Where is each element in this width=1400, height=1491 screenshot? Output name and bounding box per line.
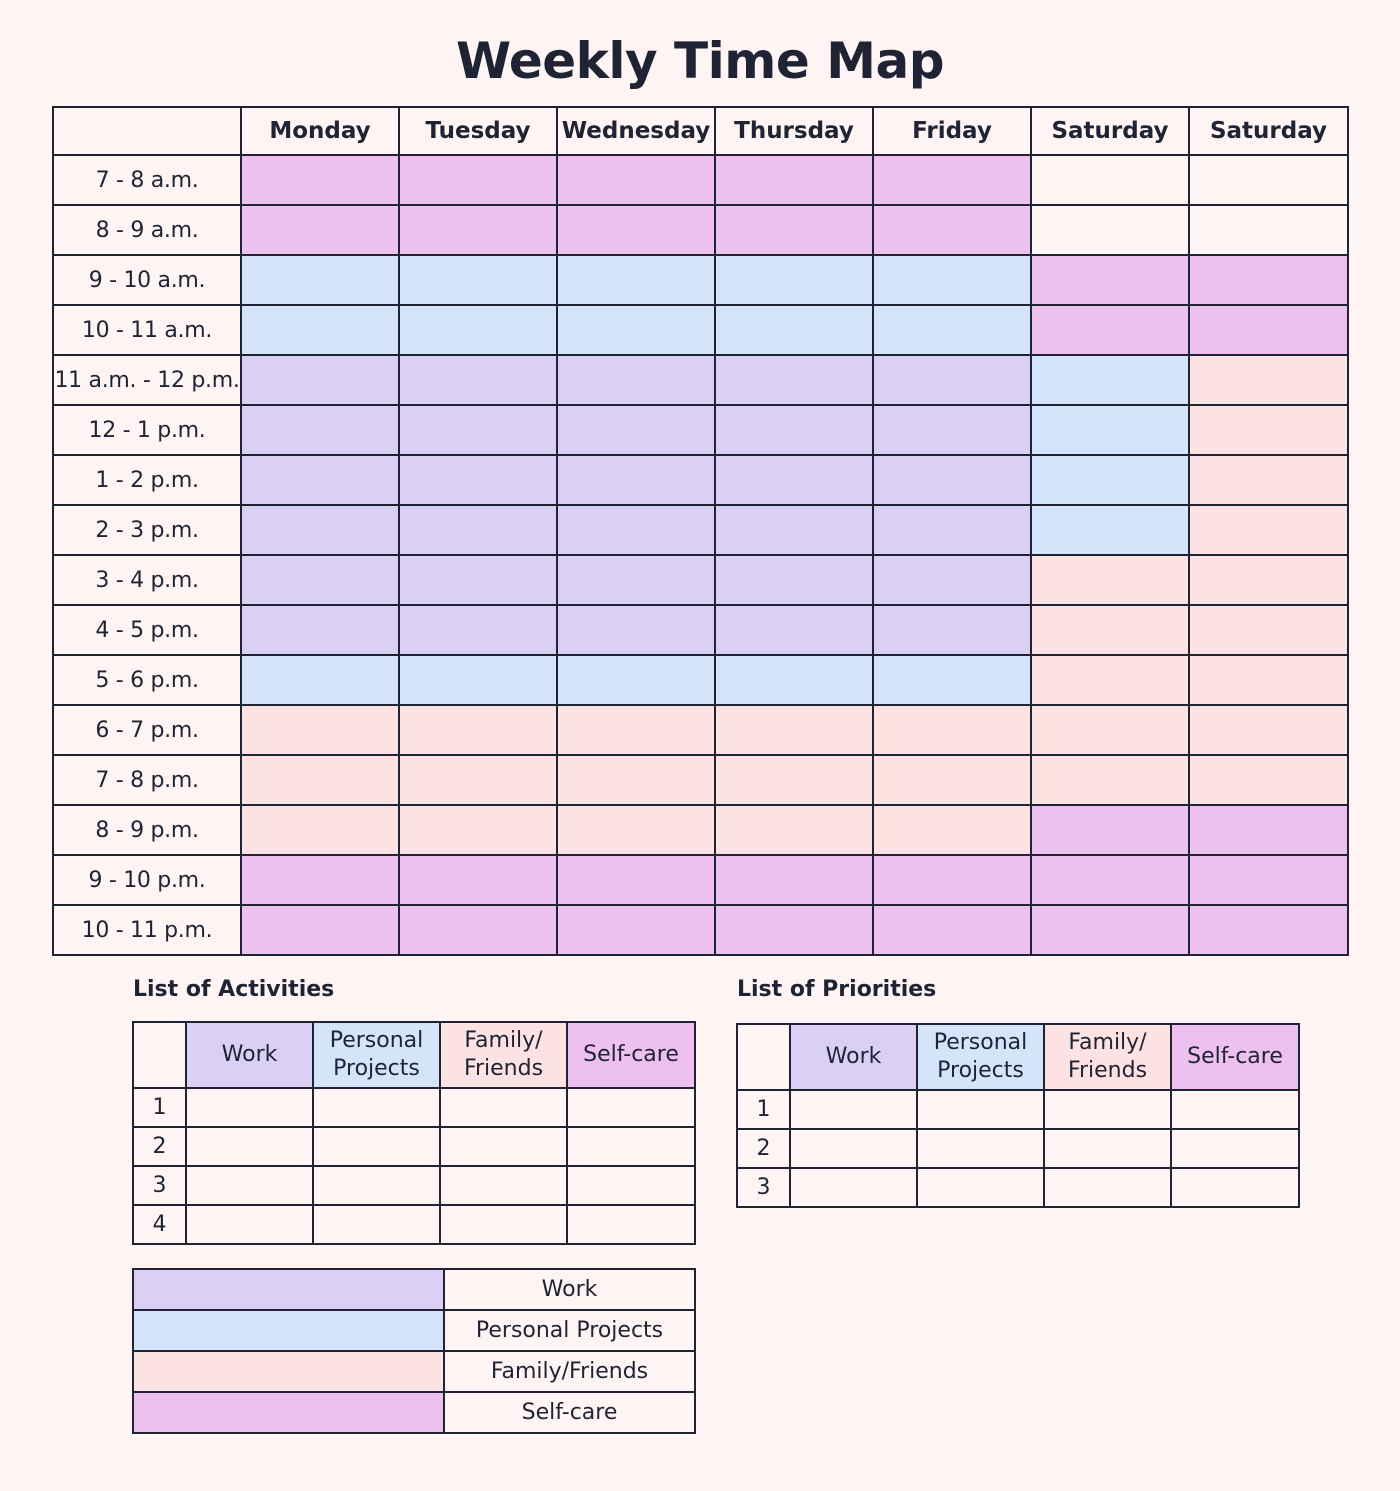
time-label: 3 - 4 p.m. [53, 555, 241, 605]
schedule-cell[interactable] [1031, 255, 1189, 305]
time-slot-row [53, 705, 1348, 755]
list-row [133, 1127, 695, 1166]
priorities-table [736, 1023, 1300, 1208]
schedule-cell[interactable] [241, 305, 399, 355]
legend-row [133, 1310, 695, 1351]
time-slot-row [53, 355, 1348, 405]
category-header-family [440, 1022, 567, 1088]
schedule-cell[interactable] [557, 155, 715, 205]
schedule-cell[interactable] [715, 655, 873, 705]
time-label: 12 - 1 p.m. [53, 405, 241, 455]
legend-swatch-family [133, 1351, 444, 1392]
schedule-cell[interactable] [873, 605, 1031, 655]
schedule-cell[interactable] [1189, 805, 1348, 855]
time-slot-row [53, 255, 1348, 305]
time-label: 6 - 7 p.m. [53, 705, 241, 755]
schedule-cell[interactable] [1031, 755, 1189, 805]
legend-row [133, 1392, 695, 1433]
category-header-personal [917, 1024, 1044, 1090]
schedule-cell[interactable] [557, 905, 715, 955]
category-header-selfcare [1171, 1024, 1299, 1090]
schedule-cell[interactable] [399, 905, 557, 955]
schedule-cell[interactable] [1189, 755, 1348, 805]
row-number: 4 [133, 1205, 186, 1244]
schedule-cell[interactable] [715, 605, 873, 655]
entry-cell[interactable] [790, 1168, 917, 1207]
time-label: 10 - 11 p.m. [53, 905, 241, 955]
schedule-cell[interactable] [399, 155, 557, 205]
schedule-cell[interactable] [873, 155, 1031, 205]
row-number: 3 [737, 1168, 790, 1207]
entry-cell[interactable] [1171, 1129, 1299, 1168]
time-slot-row [53, 755, 1348, 805]
entry-cell[interactable] [186, 1166, 313, 1205]
schedule-cell[interactable] [715, 905, 873, 955]
time-label: 1 - 2 p.m. [53, 455, 241, 505]
schedule-cell[interactable] [715, 455, 873, 505]
schedule-cell[interactable] [399, 505, 557, 555]
schedule-cell[interactable] [557, 255, 715, 305]
schedule-cell[interactable] [399, 205, 557, 255]
schedule-cell[interactable] [873, 505, 1031, 555]
time-slot-row [53, 605, 1348, 655]
activities-table [132, 1021, 696, 1245]
list-row [133, 1166, 695, 1205]
page-title: Weekly Time Map [455, 32, 945, 90]
row-number: 3 [133, 1166, 186, 1205]
schedule-cell[interactable] [241, 805, 399, 855]
schedule-cell[interactable] [715, 305, 873, 355]
schedule-cell[interactable] [241, 255, 399, 305]
category-header-line: Work [825, 1044, 882, 1069]
schedule-cell[interactable] [715, 705, 873, 755]
row-number: 2 [737, 1129, 790, 1168]
schedule-cell[interactable] [557, 305, 715, 355]
time-label: 9 - 10 p.m. [53, 855, 241, 905]
row-number: 2 [133, 1127, 186, 1166]
category-header-work [790, 1024, 917, 1090]
legend-label: Family/Friends [444, 1351, 695, 1392]
entry-cell[interactable] [440, 1205, 567, 1244]
row-number: 1 [133, 1088, 186, 1127]
schedule-cell[interactable] [399, 305, 557, 355]
schedule-cell[interactable] [1189, 705, 1348, 755]
schedule-cell[interactable] [1031, 905, 1189, 955]
time-label: 7 - 8 a.m. [53, 155, 241, 205]
schedule-cell[interactable] [399, 755, 557, 805]
category-header-selfcare [567, 1022, 695, 1088]
schedule-cell[interactable] [241, 705, 399, 755]
category-header-row [133, 1022, 695, 1088]
schedule-cell[interactable] [557, 755, 715, 805]
category-header-line: Family/ [1068, 1030, 1147, 1055]
entry-cell[interactable] [313, 1127, 440, 1166]
time-slot-row [53, 855, 1348, 905]
schedule-cell[interactable] [557, 205, 715, 255]
day-header: Wednesday [557, 107, 715, 155]
schedule-cell[interactable] [873, 655, 1031, 705]
schedule-cell[interactable] [1189, 155, 1348, 205]
schedule-cell[interactable] [1031, 155, 1189, 205]
entry-cell[interactable] [186, 1127, 313, 1166]
entry-cell[interactable] [440, 1088, 567, 1127]
schedule-cell[interactable] [241, 605, 399, 655]
schedule-cell[interactable] [557, 655, 715, 705]
time-slot-row [53, 155, 1348, 205]
day-header: Saturday [1031, 107, 1189, 155]
legend-label: Work [444, 1269, 695, 1310]
schedule-cell[interactable] [1189, 355, 1348, 405]
schedule-cell[interactable] [399, 705, 557, 755]
category-header-line: Projects [937, 1058, 1024, 1083]
schedule-cell[interactable] [1031, 355, 1189, 405]
list-row [133, 1088, 695, 1127]
schedule-cell[interactable] [1031, 555, 1189, 605]
legend-label: Personal Projects [444, 1310, 695, 1351]
schedule-cell[interactable] [557, 855, 715, 905]
weekly-time-table [52, 106, 1349, 956]
schedule-cell[interactable] [873, 755, 1031, 805]
schedule-cell[interactable] [241, 405, 399, 455]
schedule-cell[interactable] [557, 455, 715, 505]
category-header-line: Self-care [583, 1042, 679, 1067]
time-slot-row [53, 655, 1348, 705]
schedule-cell[interactable] [557, 355, 715, 405]
entry-cell[interactable] [1044, 1129, 1171, 1168]
schedule-cell[interactable] [715, 255, 873, 305]
schedule-cell[interactable] [241, 655, 399, 705]
schedule-cell[interactable] [241, 205, 399, 255]
category-header-line: Family/ [464, 1028, 543, 1053]
category-header-line: Self-care [1187, 1044, 1283, 1069]
schedule-cell[interactable] [241, 355, 399, 405]
entry-cell[interactable] [917, 1168, 1044, 1207]
schedule-cell[interactable] [1189, 455, 1348, 505]
schedule-cell[interactable] [715, 405, 873, 455]
entry-cell[interactable] [1044, 1168, 1171, 1207]
schedule-cell[interactable] [241, 555, 399, 605]
time-label: 8 - 9 p.m. [53, 805, 241, 855]
schedule-cell[interactable] [241, 155, 399, 205]
activities-title: List of Activities [133, 977, 335, 1002]
list-row [737, 1090, 1299, 1129]
schedule-cell[interactable] [1031, 405, 1189, 455]
day-header-row [53, 107, 1348, 155]
schedule-cell[interactable] [873, 405, 1031, 455]
schedule-cell[interactable] [241, 905, 399, 955]
schedule-cell[interactable] [715, 855, 873, 905]
list-row [737, 1129, 1299, 1168]
entry-cell[interactable] [567, 1088, 695, 1127]
entry-cell[interactable] [917, 1129, 1044, 1168]
schedule-cell[interactable] [241, 455, 399, 505]
schedule-cell[interactable] [241, 755, 399, 805]
schedule-cell[interactable] [873, 455, 1031, 505]
schedule-cell[interactable] [557, 555, 715, 605]
schedule-cell[interactable] [399, 805, 557, 855]
schedule-cell[interactable] [399, 555, 557, 605]
schedule-cell[interactable] [1031, 455, 1189, 505]
day-header: Thursday [715, 107, 873, 155]
entry-cell[interactable] [313, 1166, 440, 1205]
corner-cell [737, 1024, 790, 1090]
schedule-cell[interactable] [715, 155, 873, 205]
priorities-title: List of Priorities [737, 977, 937, 1002]
category-header-line: Personal [933, 1030, 1028, 1055]
schedule-cell[interactable] [715, 505, 873, 555]
entry-cell[interactable] [567, 1166, 695, 1205]
schedule-cell[interactable] [873, 355, 1031, 405]
time-label: 11 a.m. - 12 p.m. [53, 355, 241, 405]
entry-cell[interactable] [313, 1205, 440, 1244]
schedule-cell[interactable] [1031, 205, 1189, 255]
time-label: 7 - 8 p.m. [53, 755, 241, 805]
schedule-cell[interactable] [715, 355, 873, 405]
corner-cell [133, 1022, 186, 1088]
time-label: 8 - 9 a.m. [53, 205, 241, 255]
schedule-cell[interactable] [399, 455, 557, 505]
entry-cell[interactable] [1044, 1090, 1171, 1129]
time-slot-row [53, 205, 1348, 255]
time-slot-row [53, 455, 1348, 505]
schedule-cell[interactable] [715, 755, 873, 805]
time-slot-row [53, 405, 1348, 455]
schedule-cell[interactable] [1189, 405, 1348, 455]
day-header: Monday [241, 107, 399, 155]
legend-swatch-work [133, 1269, 444, 1310]
schedule-cell[interactable] [1031, 505, 1189, 555]
schedule-cell[interactable] [1189, 305, 1348, 355]
row-number: 1 [737, 1090, 790, 1129]
schedule-cell[interactable] [399, 605, 557, 655]
schedule-cell[interactable] [1189, 255, 1348, 305]
schedule-cell[interactable] [1031, 655, 1189, 705]
color-legend [132, 1268, 696, 1434]
legend-swatch-selfcare [133, 1392, 444, 1433]
schedule-cell[interactable] [399, 355, 557, 405]
entry-cell[interactable] [186, 1205, 313, 1244]
schedule-cell[interactable] [241, 505, 399, 555]
schedule-cell[interactable] [715, 555, 873, 605]
day-header: Saturday [1189, 107, 1348, 155]
legend-label: Self-care [444, 1392, 695, 1433]
schedule-cell[interactable] [557, 605, 715, 655]
schedule-cell[interactable] [873, 205, 1031, 255]
category-header-line: Friends [463, 1056, 544, 1081]
time-label: 2 - 3 p.m. [53, 505, 241, 555]
schedule-cell[interactable] [399, 255, 557, 305]
schedule-cell[interactable] [241, 855, 399, 905]
schedule-cell[interactable] [1031, 805, 1189, 855]
category-header-line: Personal [329, 1028, 424, 1053]
legend-row [133, 1269, 695, 1310]
schedule-cell[interactable] [715, 205, 873, 255]
legend-swatch-personal [133, 1310, 444, 1351]
entry-cell[interactable] [186, 1088, 313, 1127]
entry-cell[interactable] [313, 1088, 440, 1127]
entry-cell[interactable] [1171, 1090, 1299, 1129]
day-header: Tuesday [399, 107, 557, 155]
entry-cell[interactable] [567, 1205, 695, 1244]
time-slot-row [53, 905, 1348, 955]
time-slot-row [53, 555, 1348, 605]
category-header-personal [313, 1022, 440, 1088]
schedule-cell[interactable] [1031, 605, 1189, 655]
schedule-cell[interactable] [399, 855, 557, 905]
entry-cell[interactable] [1171, 1168, 1299, 1207]
day-header: Friday [873, 107, 1031, 155]
category-header-line: Friends [1067, 1058, 1148, 1083]
schedule-cell[interactable] [1031, 305, 1189, 355]
category-header-line: Projects [333, 1056, 420, 1081]
schedule-cell[interactable] [1031, 855, 1189, 905]
list-row [737, 1168, 1299, 1207]
schedule-cell[interactable] [1189, 505, 1348, 555]
schedule-cell[interactable] [873, 805, 1031, 855]
schedule-cell[interactable] [1189, 555, 1348, 605]
schedule-cell[interactable] [557, 405, 715, 455]
entry-cell[interactable] [790, 1129, 917, 1168]
category-header-line: Work [221, 1042, 278, 1067]
schedule-cell[interactable] [557, 705, 715, 755]
time-label: 9 - 10 a.m. [53, 255, 241, 305]
time-label: 4 - 5 p.m. [53, 605, 241, 655]
schedule-cell[interactable] [873, 905, 1031, 955]
time-slot-row [53, 505, 1348, 555]
legend-row [133, 1351, 695, 1392]
schedule-cell[interactable] [873, 305, 1031, 355]
schedule-cell[interactable] [1189, 905, 1348, 955]
schedule-cell[interactable] [1031, 705, 1189, 755]
category-header-work [186, 1022, 313, 1088]
schedule-cell[interactable] [399, 405, 557, 455]
entry-cell[interactable] [440, 1127, 567, 1166]
entry-cell[interactable] [790, 1090, 917, 1129]
time-label: 5 - 6 p.m. [53, 655, 241, 705]
schedule-cell[interactable] [557, 805, 715, 855]
corner-cell [53, 107, 241, 155]
entry-cell[interactable] [440, 1166, 567, 1205]
schedule-cell[interactable] [557, 505, 715, 555]
time-label: 10 - 11 a.m. [53, 305, 241, 355]
category-header-row [737, 1024, 1299, 1090]
entry-cell[interactable] [917, 1090, 1044, 1129]
schedule-cell[interactable] [715, 805, 873, 855]
schedule-cell[interactable] [873, 255, 1031, 305]
list-row [133, 1205, 695, 1244]
schedule-cell[interactable] [1189, 205, 1348, 255]
time-slot-row [53, 305, 1348, 355]
schedule-cell[interactable] [1189, 655, 1348, 705]
schedule-cell[interactable] [399, 655, 557, 705]
category-header-family [1044, 1024, 1171, 1090]
schedule-cell[interactable] [873, 705, 1031, 755]
schedule-cell[interactable] [1189, 605, 1348, 655]
entry-cell[interactable] [567, 1127, 695, 1166]
schedule-cell[interactable] [1189, 855, 1348, 905]
time-slot-row [53, 805, 1348, 855]
schedule-cell[interactable] [873, 555, 1031, 605]
schedule-cell[interactable] [873, 855, 1031, 905]
